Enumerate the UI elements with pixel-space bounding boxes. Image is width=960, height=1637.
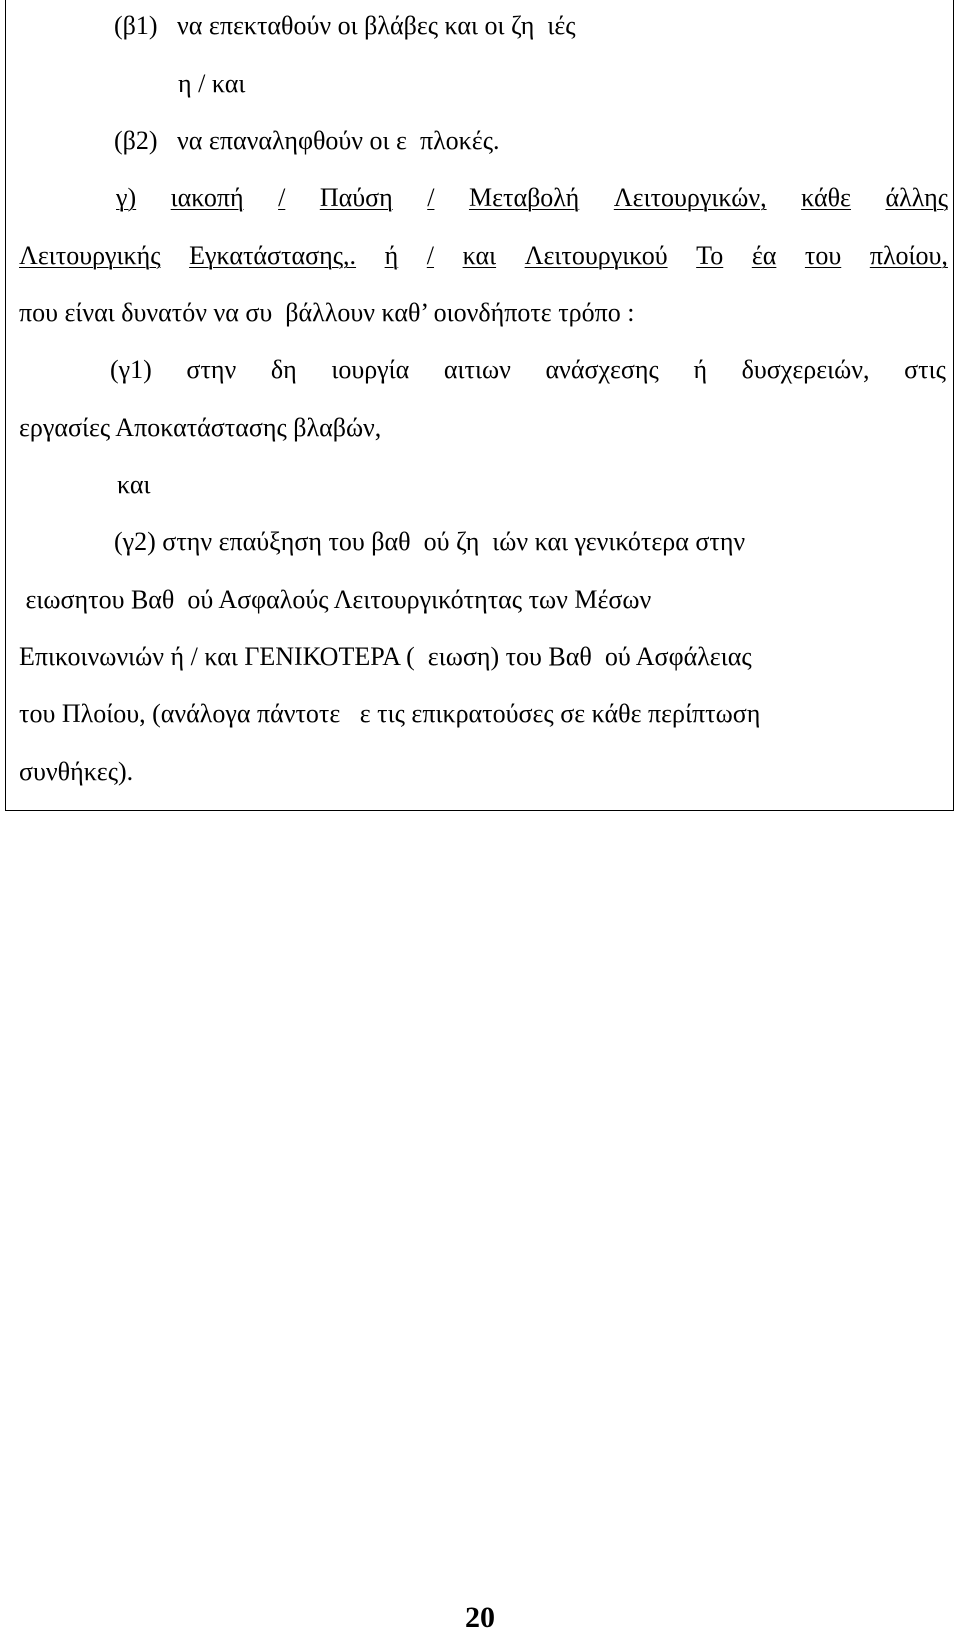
item-g-line xyxy=(116,183,948,213)
item-b1: (β1) να επεκταθούν οι βλάβες και οι ζη ιές xyxy=(114,11,576,40)
word: ή xyxy=(693,355,708,384)
word: γ) xyxy=(116,183,137,212)
word: Εγκατάστασης,. xyxy=(189,241,357,270)
word: ιακοπή xyxy=(170,183,244,212)
paragraph-line-12: Επικοινωνιών ή / και ΓΕΝΙΚΟΤΕΡΑ ( ειωση) του Βαθ ού Ασφάλειας xyxy=(19,642,752,671)
word: ή xyxy=(384,241,399,270)
word: στις xyxy=(904,355,946,384)
paragraph-line-6: που είναι δυνατόν να συ βάλλουν καθ’ οιονδήποτε τρόπο : xyxy=(19,298,635,327)
word: δη xyxy=(270,355,297,384)
paragraph-line-14: συνθήκες). xyxy=(19,757,134,786)
word: / xyxy=(278,183,286,212)
word: Παύση xyxy=(319,183,393,212)
item-g2: (γ2) στην επαύξηση του βαθ ού ζη ιών και γενικότερα στην xyxy=(114,527,746,556)
item-b2: (β2) να επαναληφθούν οι ε πλοκές. xyxy=(114,126,500,155)
word: αιτιων xyxy=(443,355,511,384)
text-frame xyxy=(5,0,954,811)
paragraph-line-11: ειωσητου Βαθ ού Ασφαλούς Λειτουργικότητας των Μέσων xyxy=(19,585,652,614)
word: έα xyxy=(751,241,777,270)
word: Λειτουργικής xyxy=(19,241,161,270)
paragraph-line-13: του Πλοίου, (ανάλογα πάντοτε ε τις επικρατούσες σε κάθε περίπτωση xyxy=(19,699,761,728)
word: Μεταβολή xyxy=(468,183,580,212)
word: / xyxy=(426,241,435,270)
word: ανάσχεσης xyxy=(545,355,659,384)
word: ιουργία xyxy=(331,355,410,384)
paragraph-line-8: εργασίες Αποκατάστασης βλαβών, xyxy=(19,413,382,442)
page-number: 20 xyxy=(465,1601,495,1634)
word: Λειτουργικών, xyxy=(613,183,767,212)
conjunction-and-2: και xyxy=(117,470,151,499)
word: άλλης xyxy=(885,183,948,212)
word: / xyxy=(427,183,435,212)
word: δυσχερειών, xyxy=(741,355,870,384)
item-g1-line xyxy=(110,355,946,385)
word: Το xyxy=(696,241,724,270)
word: και xyxy=(462,241,497,270)
word: (γ1) xyxy=(110,355,152,384)
paragraph-line-5 xyxy=(19,241,948,271)
word: στην xyxy=(186,355,237,384)
word: του xyxy=(804,241,842,270)
word: κάθε xyxy=(801,183,851,212)
conjunction-and-1: η / και xyxy=(178,69,246,98)
word: Λειτουργικού xyxy=(524,241,668,270)
word: πλοίου, xyxy=(869,241,948,270)
